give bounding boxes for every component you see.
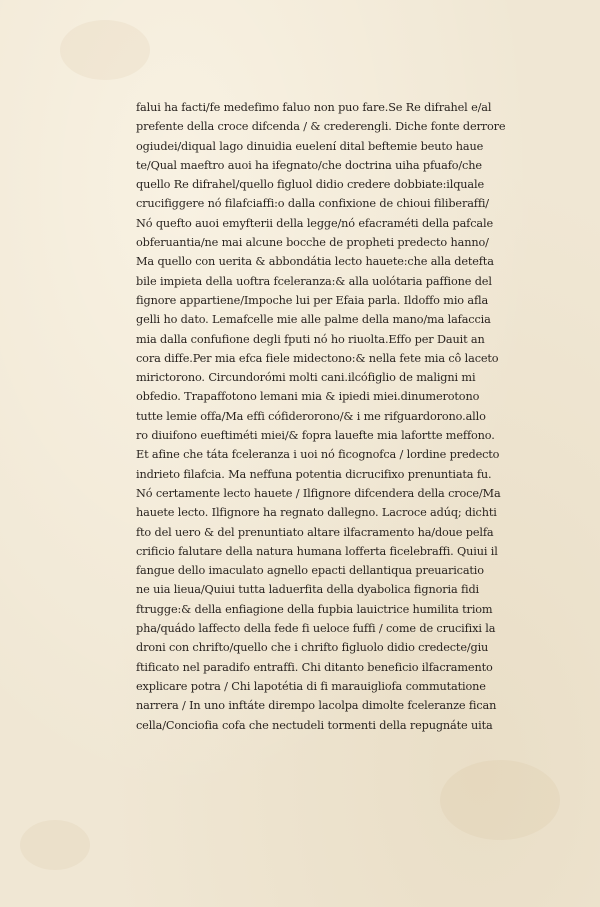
- text-line: cella/Conciofia cofa che nectudeli tormenti della repugnáte uita: [136, 718, 493, 732]
- text-line: indrieto filafcia. Ma neffuna potentia dicrucifixo prenuntiata fu.: [136, 467, 492, 481]
- text-line: crificio falutare della natura humana lofferta ficelebraffi. Quiui il: [136, 544, 498, 558]
- text-line: quello Re difrahel/quello figluol didio credere dobbiate:ilquale: [136, 178, 484, 192]
- text-line: bile impieta della uoftra fceleranza:& alla uolótaria paffione del: [136, 274, 492, 288]
- text-line: prefente della croce difcenda / & crederengli. Diche fonte derrore: [136, 120, 506, 134]
- text-line: ftrugge:& della enfiagione della fupbia lauictrice humilita triom: [136, 602, 493, 616]
- text-line: pha/quádo laffecto della fede fi ueloce fuffi / come de crucifixi la: [136, 622, 496, 636]
- paper-stain: [60, 20, 150, 80]
- text-line: Ma quello con uerita & abbondátia lecto hauete:che alla detefta: [136, 255, 494, 269]
- text-line: Nó quefto auoi emyfterii della legge/nó efacraméti della pafcale: [136, 216, 493, 230]
- text-line: gelli ho dato. Lemafcelle mie alle palme della mano/ma lafaccia: [136, 313, 491, 327]
- text-line: obferuantia/ne mai alcune bocche de propheti predecto hanno/: [136, 236, 489, 250]
- paper-stain: [440, 760, 560, 840]
- text-line: cora diffe.Per mia efca fiele midectono:& nella fete mia cô laceto: [136, 351, 499, 365]
- paper-stain: [20, 820, 90, 870]
- text-line: Et afine che táta fceleranza i uoi nó ficognofca / lordine predecto: [136, 448, 500, 462]
- text-line: crucifiggere nó filafciaffi:o dalla confixione de chioui filiberaffi/: [136, 197, 489, 211]
- text-line: narrera / In uno inftáte dirempo lacolpa dimolte fceleranze fican: [136, 699, 497, 713]
- text-line: fangue dello imaculato agnello epacti dellantiqua preuaricatio: [136, 564, 484, 578]
- text-line: ne uia lieua/Quiui tutta laduerfita della dyabolica fignoria fidi: [136, 583, 480, 597]
- text-line: falui ha facti/fe medefimo faluo non puo fare.Se Re difrahel e/al: [136, 101, 492, 114]
- text-line: Nó certamente lecto hauete / Ilfignore difcendera della croce/Ma: [136, 486, 501, 500]
- text-line: hauete lecto. Ilfignore ha regnato dallegno. Lacroce adúq; dichti: [136, 506, 497, 520]
- text-line: tutte lemie offa/Ma effi cófiderorono/& i me rifguardorono.allo: [136, 409, 486, 423]
- text-line: mia dalla confufione degli fputi nó ho riuolta.Effo per Dauit an: [136, 332, 485, 346]
- text-line: droni con chrifto/quello che i chrifto figluolo didio credecte/giu: [136, 641, 489, 655]
- text-line: obfedio. Trapaffotono lemani mia & ipiedi miei.dinumerotono: [136, 390, 480, 404]
- text-line: ro diuifono eueftiméti miei/& fopra lauefte mia lafortte meffono.: [136, 429, 495, 443]
- text-line: ogiudei/diqual lago dinuidia euelení dital beftemie beuto haue: [136, 139, 484, 153]
- text-line: fto del uero & del prenuntiato altare ilfacramento ha/doue pelfa: [136, 525, 494, 539]
- main-text-block: [136, 98, 548, 735]
- text-line: te/Qual maeftro auoi ha ifegnato/che doctrina uiha pfuafo/che: [136, 158, 482, 172]
- text-line: ftificato nel paradifo entraffi. Chi ditanto beneficio ilfacramento: [136, 660, 493, 674]
- text-line: fignore appartiene/Impoche lui per Efaia parla. Ildoffo mio afla: [136, 293, 489, 307]
- text-line: explicare potra / Chi lapotétia di fi marauigliofa commutatione: [136, 679, 486, 693]
- text-line: mirictorono. Circundorómi molti cani.ilcófiglio de maligni mi: [136, 371, 476, 385]
